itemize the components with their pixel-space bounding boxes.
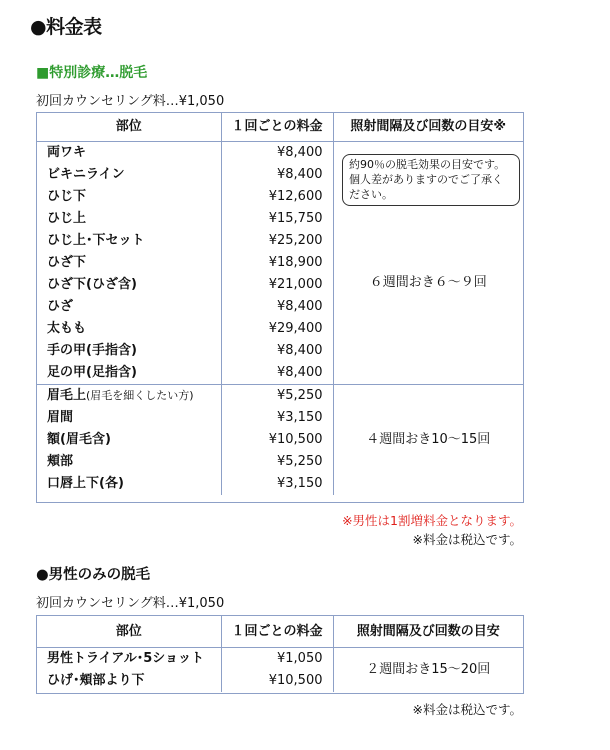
- part-cell: 眉間: [37, 407, 221, 429]
- fee-cell: ¥8,400: [221, 340, 333, 362]
- part-cell: [37, 385, 221, 408]
- table-row: [37, 385, 523, 408]
- section1-title: ■特別診療…脱毛: [36, 65, 148, 81]
- tax-note: ※料金は税込です。: [412, 532, 522, 547]
- fee-cell: ¥1,050: [221, 648, 333, 671]
- fee-cell: ¥29,400: [221, 318, 333, 340]
- fee-cell: ¥10,500: [221, 670, 333, 692]
- table-row: [37, 648, 523, 671]
- part-cell: ひじ上･下セット: [37, 230, 221, 252]
- interval-cell: ６週間おき６〜９回: [333, 142, 523, 385]
- part-cell: ひざ下(ひざ含): [37, 274, 221, 296]
- speech-bubble-note: 約90％の脱毛効果の目安です。個人差がありますのでご了承ください。: [342, 154, 520, 206]
- fee-cell: ¥3,150: [221, 473, 333, 495]
- fee-cell: ¥12,600: [221, 186, 333, 208]
- header-fee: １回ごとの料金: [221, 616, 333, 648]
- part-cell: 口唇上下(各): [37, 473, 221, 495]
- interval-cell: ２週間おき15〜20回: [366, 662, 491, 677]
- tax-note-section2: ※料金は税込です。: [412, 702, 522, 717]
- part-cell: ひじ下: [37, 186, 221, 208]
- section2-price-table: [37, 616, 523, 692]
- section2-counseling-fee: 初回カウンセリング料…¥1,050: [36, 596, 225, 611]
- part-cell: 手の甲(手指含): [37, 340, 221, 362]
- section2-title: ●男性のみの脱毛: [36, 567, 151, 583]
- fee-cell: ¥10,500: [221, 429, 333, 451]
- header-part: 部位: [37, 616, 221, 648]
- part-cell: ひげ･頬部より下: [37, 670, 221, 692]
- fee-cell: ¥15,750: [221, 208, 333, 230]
- part-cell: 足の甲(足指含): [37, 362, 221, 385]
- fee-cell: ¥3,150: [221, 407, 333, 429]
- fee-cell: ¥5,250: [221, 451, 333, 473]
- part-cell: 太もも: [37, 318, 221, 340]
- section1-counseling-fee: 初回カウンセリング料…¥1,050: [36, 94, 225, 109]
- fee-cell: ¥8,400: [221, 362, 333, 385]
- part-name: 眉毛上: [47, 388, 87, 403]
- part-cell: ひじ上: [37, 208, 221, 230]
- fee-cell: ¥8,400: [221, 164, 333, 186]
- fee-cell: ¥8,400: [221, 142, 333, 165]
- fee-cell: ¥18,900: [221, 252, 333, 274]
- male-surcharge-note: ※男性は1割増料金となります。: [342, 513, 522, 528]
- fee-cell: ¥21,000: [221, 274, 333, 296]
- header-fee: １回ごとの料金: [221, 113, 333, 142]
- fee-cell: ¥5,250: [221, 385, 333, 408]
- part-cell: 両ワキ: [37, 142, 221, 165]
- part-cell: 額(眉毛含): [37, 429, 221, 451]
- part-cell: ひざ下: [37, 252, 221, 274]
- header-part: 部位: [37, 113, 221, 142]
- fee-cell: ¥25,200: [221, 230, 333, 252]
- page-title: ●料金表: [30, 16, 102, 38]
- interval-cell: ４週間おき10〜15回: [366, 432, 491, 447]
- part-cell: ひざ: [37, 296, 221, 318]
- header-interval: 照射間隔及び回数の目安: [333, 616, 523, 648]
- part-note: (眉毛を細くしたい方): [86, 389, 194, 402]
- part-cell: 頬部: [37, 451, 221, 473]
- part-cell: 男性トライアル･5ショット: [37, 648, 221, 671]
- header-interval: 照射間隔及び回数の目安※: [333, 113, 523, 142]
- fee-cell: ¥8,400: [221, 296, 333, 318]
- part-cell: ビキニライン: [37, 164, 221, 186]
